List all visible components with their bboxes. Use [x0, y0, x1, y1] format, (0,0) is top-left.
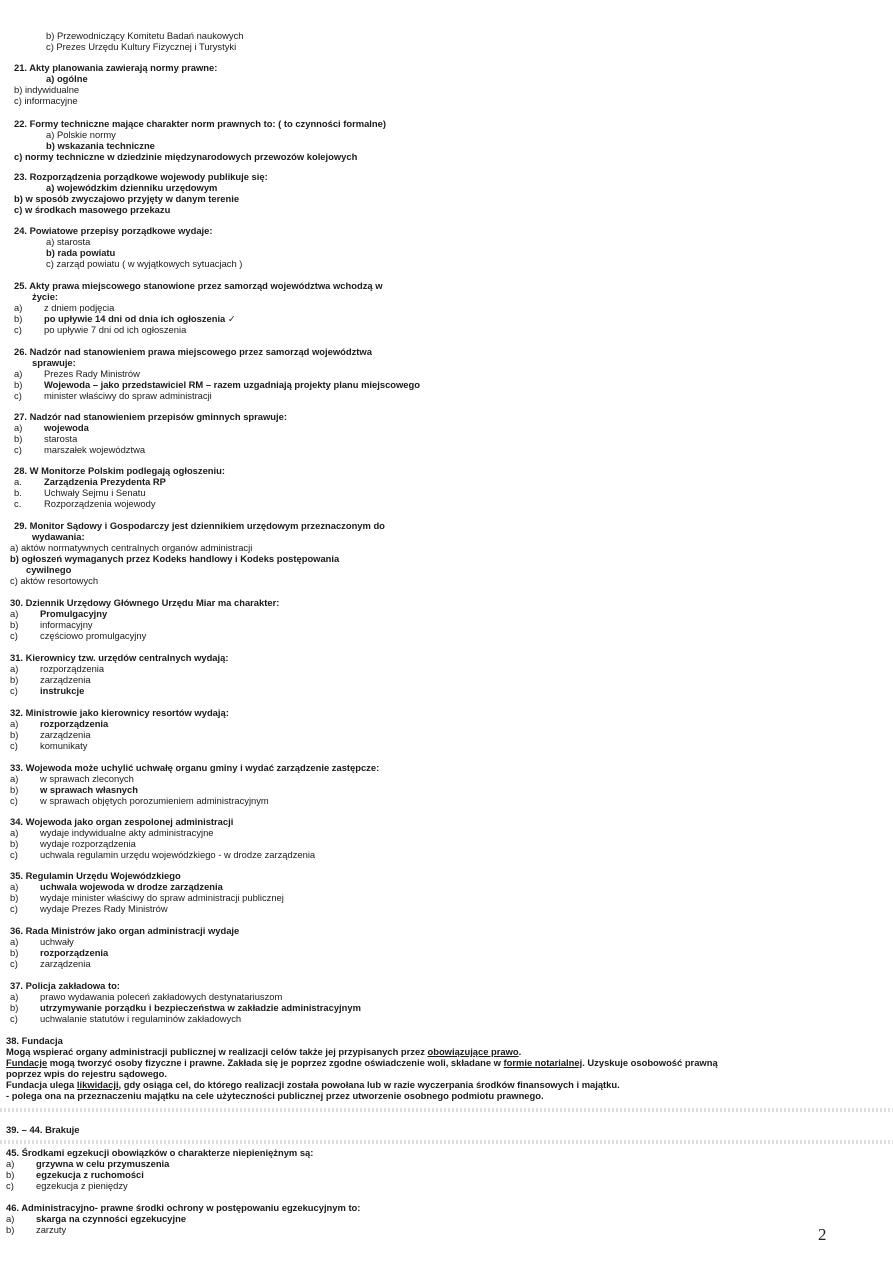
text-segment: życie: — [32, 291, 59, 302]
text-segment: w sprawach zleconych — [40, 773, 134, 784]
answer-line — [46, 258, 242, 269]
answer-line — [14, 204, 170, 215]
option-label: c) — [10, 740, 18, 751]
option-label: a) — [14, 368, 23, 379]
answer-line — [14, 313, 236, 324]
text-segment: uchwalanie statutów i regulaminów zakładowych — [40, 1013, 242, 1024]
option-label: b) — [10, 674, 19, 685]
option-label: c) — [14, 444, 22, 455]
option-label: c) — [10, 685, 18, 696]
text-segment: poprzez wpis do rejestru sądowego. — [6, 1068, 167, 1079]
option-label: a. — [14, 476, 22, 487]
text-segment: egzekucja z ruchomości — [36, 1169, 144, 1180]
option-label: b) — [10, 729, 19, 740]
question-line — [10, 652, 228, 663]
option-label: c) — [10, 630, 18, 641]
option-label: a) — [10, 936, 19, 947]
question-line — [14, 520, 385, 531]
text-segment: 36. Rada Ministrów jako organ administracji wydaje — [10, 925, 240, 936]
text-segment: rozporządzenia — [40, 663, 105, 674]
text-segment: Promulgacyjny — [40, 608, 108, 619]
question-line — [6, 1147, 313, 1158]
question-line — [14, 280, 383, 291]
scan-separator — [0, 1140, 893, 1144]
text-segment: 35. Regulamin Urzędu Wojewódzkiego — [10, 870, 181, 881]
question-line — [14, 118, 386, 129]
text-segment: 24. Powiatowe przepisy porządkowe wydaje: — [14, 225, 213, 236]
text-segment: b) Przewodniczący Komitetu Badań naukowych — [46, 30, 244, 41]
text-segment: 33. Wojewoda może uchylić uchwałę organu gminy i wydać zarządzenie zastępcze: — [10, 762, 380, 773]
question-line — [10, 597, 279, 608]
answer-line — [10, 827, 214, 838]
answer-line — [10, 903, 168, 914]
text-segment: wydaje minister właściwy do spraw administracji publicznej — [40, 892, 284, 903]
text-segment: uchwala wojewoda w drodze zarządzenia — [40, 881, 223, 892]
option-label: a) — [10, 718, 19, 729]
text-segment: . Uzyskuje osobowość prawną — [582, 1057, 718, 1068]
text-segment: wydaje rozporządzenia — [40, 838, 136, 849]
question-line — [14, 411, 287, 422]
text-segment: c) Prezes Urzędu Kultury Fizycznej i Turystyki — [46, 41, 237, 52]
question-line — [10, 925, 239, 936]
text-segment: Zarządzenia Prezydenta RP — [44, 476, 166, 487]
option-label: a) — [10, 827, 19, 838]
answer-line — [14, 324, 186, 335]
answer-line — [10, 947, 108, 958]
answer-line — [14, 84, 79, 95]
answer-line — [46, 247, 115, 258]
answer-line — [10, 740, 87, 751]
answer-line — [14, 151, 357, 162]
text-segment: c) zarząd powiatu ( w wyjątkowych sytuacjach ) — [46, 258, 243, 269]
option-label: c) — [14, 390, 22, 401]
answer-line — [14, 95, 78, 106]
answer-line — [10, 718, 108, 729]
text-segment: . — [518, 1046, 522, 1057]
answer-line — [10, 892, 284, 903]
text-segment: b) indywidualne — [14, 84, 80, 95]
answer-line — [10, 619, 93, 630]
text-segment: b) w sposób zwyczajowo przyjęty w danym terenie — [14, 193, 240, 204]
text-segment: zarządzenia — [40, 958, 91, 969]
answer-line — [10, 685, 84, 696]
text-segment: Uchwały Sejmu i Senatu — [44, 487, 146, 498]
text-segment: uchwala regulamin urzędu wojewódzkiego - w drodze zarządzenia — [40, 849, 316, 860]
text-segment: wojewoda — [44, 422, 89, 433]
answer-line — [10, 553, 339, 564]
answer-line — [14, 498, 156, 509]
text-segment: b) wskazania techniczne — [46, 140, 155, 151]
answer-line — [14, 368, 140, 379]
answer-line — [14, 390, 212, 401]
text-segment: egzekucja z pieniędzy — [36, 1180, 128, 1191]
text-segment: Prezes Rady Ministrów — [44, 368, 140, 379]
question-line — [14, 346, 372, 357]
text-segment: 39. – 44. Brakuje — [6, 1124, 80, 1135]
text-segment: 46. Administracyjno- prawne środki ochrony w postępowaniu egzekucyjnym to: — [6, 1202, 361, 1213]
answer-line — [10, 881, 223, 892]
text-segment: 37. Policja zakładowa to: — [10, 980, 120, 991]
text-segment: b) rada powiatu — [46, 247, 116, 258]
question-line — [14, 62, 217, 73]
answer-line — [14, 433, 77, 444]
text-segment: sprawuje: — [32, 357, 76, 368]
option-label: b) — [10, 784, 19, 795]
answer-line — [6, 1180, 128, 1191]
option-label: a) — [6, 1158, 15, 1169]
answer-line — [10, 575, 98, 586]
text-segment: 27. Nadzór nad stanowieniem przepisów gminnych sprawuje: — [14, 411, 287, 422]
option-label: c) — [14, 324, 22, 335]
text-segment: prawo wydawania poleceń zakładowych destynatariuszom — [40, 991, 283, 1002]
text-segment: zarzuty — [36, 1224, 67, 1235]
text-segment: Fundacja ulega — [6, 1079, 77, 1090]
answer-line — [10, 542, 252, 553]
text-segment: starosta — [44, 433, 78, 444]
text-segment: marszałek województwa — [44, 444, 146, 455]
text-segment: 28. W Monitorze Polskim podlegają ogłoszeniu: — [14, 465, 225, 476]
answer-line — [10, 1013, 241, 1024]
text-segment: wydawania: — [32, 531, 85, 542]
text-segment: w sprawach własnych — [40, 784, 138, 795]
text-segment: , gdy osiąga cel, do którego realizacji została powołana lub w razie wyczerpania środków finansowych i majątku. — [118, 1079, 620, 1090]
answer-line — [10, 1002, 361, 1013]
option-label: a) — [10, 881, 19, 892]
answer-line — [26, 564, 71, 575]
answer-line — [14, 487, 146, 498]
option-label: a) — [10, 991, 19, 1002]
text-segment: po upływie 14 dni od dnia ich ogłoszenia ✓ — [44, 313, 236, 324]
option-label: b) — [10, 1002, 19, 1013]
answer-line — [6, 1079, 620, 1090]
answer-line — [10, 729, 91, 740]
text-segment: 31. Kierownicy tzw. urzędów centralnych wydają: — [10, 652, 229, 663]
text-segment: rozporządzenia — [40, 947, 109, 958]
text-segment: a) starosta — [46, 236, 91, 247]
answer-line — [46, 73, 88, 84]
text-segment: wydaje indywidualne akty administracyjne — [40, 827, 214, 838]
answer-line — [14, 379, 420, 390]
answer-line — [46, 140, 155, 151]
answer-line — [10, 630, 146, 641]
option-label: a) — [10, 773, 19, 784]
answer-line — [10, 608, 107, 619]
text-segment: mogą tworzyć osoby fizyczne i prawne. Zakłada się je poprzez zgodne oświadczenie woli, składane w — [47, 1057, 504, 1068]
option-label: b. — [14, 487, 22, 498]
text-segment: cywilnego — [26, 564, 72, 575]
option-label: c) — [10, 1013, 18, 1024]
option-label: c) — [10, 795, 18, 806]
text-segment: zarządzenia — [40, 674, 91, 685]
text-segment: 38. Fundacja — [6, 1035, 63, 1046]
text-segment: minister właściwy do spraw administracji — [44, 390, 212, 401]
answer-line — [46, 41, 236, 52]
option-label: b) — [6, 1224, 15, 1235]
text-segment: uchwały — [40, 936, 74, 947]
answer-line — [46, 182, 217, 193]
text-segment: - polega ona na przeznaczeniu majątku na cele użyteczności publicznej przez utworzenie osobnego podmiotu prawnego. — [6, 1090, 544, 1101]
question-line — [10, 762, 379, 773]
answer-line — [6, 1158, 169, 1169]
answer-line — [6, 1046, 521, 1057]
option-label: a) — [6, 1213, 15, 1224]
text-segment: zarządzenia — [40, 729, 91, 740]
option-label: b) — [10, 838, 19, 849]
text-segment: komunikaty — [40, 740, 88, 751]
answer-line — [6, 1224, 66, 1235]
option-label: c) — [10, 958, 18, 969]
answer-line — [14, 444, 145, 455]
text-segment: b) ogłoszeń wymaganych przez Kodeks handlowy i Kodeks postępowania — [10, 553, 340, 564]
text-segment: a) aktów normatywnych centralnych organów administracji — [10, 542, 253, 553]
text-segment: 34. Wojewoda jako organ zespolonej administracji — [10, 816, 234, 827]
option-label: b) — [14, 379, 23, 390]
question-line — [6, 1035, 63, 1046]
text-segment: c) normy techniczne w dziedzinie międzynarodowych przewozów kolejowych — [14, 151, 358, 162]
text-segment: Wojewoda – jako przedstawiciel RM – razem uzgadniają projekty planu miejscowego — [44, 379, 420, 390]
answer-line — [10, 838, 136, 849]
text-segment: a) Polskie normy — [46, 129, 116, 140]
answer-line — [14, 422, 89, 433]
answer-line — [10, 784, 138, 795]
option-label: a) — [14, 422, 23, 433]
text-segment: informacyjny — [40, 619, 93, 630]
text-segment: c) w środkach masowego przekazu — [14, 204, 171, 215]
answer-line — [10, 936, 74, 947]
option-label: c) — [6, 1180, 14, 1191]
text-segment: skarga na czynności egzekucyjne — [36, 1213, 187, 1224]
text-segment: formie notarialnej — [503, 1057, 583, 1068]
answer-line — [10, 674, 91, 685]
option-label: b) — [10, 947, 19, 958]
answer-line — [10, 663, 104, 674]
text-segment: 21. Akty planowania zawierają normy prawne: — [14, 62, 218, 73]
scan-separator — [0, 1108, 893, 1112]
text-segment: 25. Akty prawa miejscowego stanowione przez samorząd województwa wchodzą w — [14, 280, 383, 291]
answer-line — [32, 531, 85, 542]
option-label: a) — [14, 302, 23, 313]
question-line — [14, 171, 268, 182]
option-label: b) — [10, 619, 19, 630]
answer-line — [10, 773, 134, 784]
option-label: b) — [6, 1169, 15, 1180]
answer-line — [6, 1213, 186, 1224]
question-line — [10, 707, 229, 718]
text-segment: a) wojewódzkim dzienniku urzędowym — [46, 182, 218, 193]
answer-line — [6, 1068, 167, 1079]
text-segment: 23. Rozporządzenia porządkowe wojewody publikuje się: — [14, 171, 268, 182]
text-segment: 26. Nadzór nad stanowieniem prawa miejscowego przez samorząd województwa — [14, 346, 372, 357]
text-segment: Mogą wspierać organy administracji publicznej w realizacji celów także jej przypisanych przez — [6, 1046, 428, 1057]
page-number: 2 — [818, 1225, 827, 1244]
text-segment: po upływie 7 dni od ich ogłoszenia — [44, 324, 187, 335]
option-label: b) — [14, 433, 23, 444]
question-line — [14, 465, 225, 476]
answer-line — [14, 193, 239, 204]
question-line — [6, 1202, 360, 1213]
answer-line — [6, 1169, 144, 1180]
answer-line — [10, 958, 91, 969]
option-label: b) — [10, 892, 19, 903]
text-segment: c) aktów resortowych — [10, 575, 99, 586]
text-segment: rozporządzenia — [40, 718, 109, 729]
option-label: c) — [10, 903, 18, 914]
question-line — [46, 30, 244, 41]
option-label: c. — [14, 498, 22, 509]
option-label: b) — [14, 313, 23, 324]
answer-line — [10, 795, 269, 806]
text-segment: 32. Ministrowie jako kierownicy resortów wydają: — [10, 707, 229, 718]
text-segment: likwidacji — [76, 1079, 119, 1090]
text-segment: częściowo promulgacyjny — [40, 630, 147, 641]
text-segment: a) ogólne — [46, 73, 88, 84]
text-segment: c) informacyjne — [14, 95, 78, 106]
text-segment: instrukcje — [40, 685, 85, 696]
answer-line — [10, 849, 315, 860]
answer-line — [14, 302, 114, 313]
option-label: c) — [10, 849, 18, 860]
answer-line — [6, 1090, 544, 1101]
question-line — [10, 980, 120, 991]
text-segment: 30. Dziennik Urzędowy Głównego Urzędu Miar ma charakter: — [10, 597, 280, 608]
text-segment: 45. Środkami egzekucji obowiązków o charakterze niepieniężnym są: — [6, 1147, 314, 1158]
text-segment: z dniem podjęcia — [44, 302, 115, 313]
question-line — [10, 870, 181, 881]
text-segment: 29. Monitor Sądowy i Gospodarczy jest dziennikiem urzędowym przeznaczonym do — [14, 520, 385, 531]
text-segment: utrzymywanie porządku i bezpieczeństwa w zakładzie administracyjnym — [40, 1002, 361, 1013]
text-segment: wydaje Prezes Rady Ministrów — [40, 903, 168, 914]
text-segment: w sprawach objętych porozumieniem administracyjnym — [40, 795, 269, 806]
text-segment: Fundacje — [6, 1057, 48, 1068]
answer-line — [46, 129, 116, 140]
option-label: a) — [10, 608, 19, 619]
answer-line — [32, 291, 58, 302]
question-line — [10, 816, 233, 827]
text-segment: 22. Formy techniczne mające charakter norm prawnych to: ( to czynności formalne) — [14, 118, 386, 129]
text-segment: obowiązujące prawo — [427, 1046, 519, 1057]
option-label: a) — [10, 663, 19, 674]
question-line — [6, 1124, 80, 1135]
text-segment: Rozporządzenia wojewody — [44, 498, 156, 509]
answer-line — [32, 357, 76, 368]
answer-line — [6, 1057, 718, 1068]
answer-line — [10, 991, 282, 1002]
answer-line — [14, 476, 166, 487]
answer-line — [46, 236, 90, 247]
question-line — [14, 225, 213, 236]
text-segment: grzywna w celu przymuszenia — [36, 1158, 170, 1169]
